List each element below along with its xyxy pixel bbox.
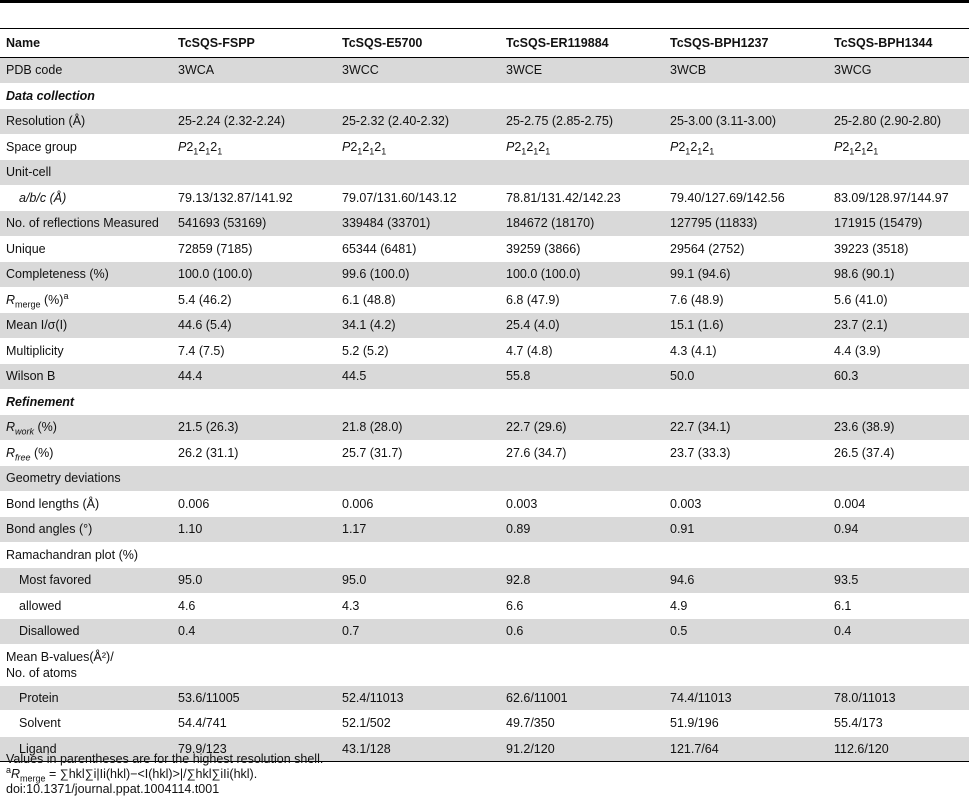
cell: 50.0 — [664, 364, 828, 390]
row-label: Wilson B — [0, 364, 172, 390]
cell: 7.6 (48.9) — [664, 287, 828, 313]
table-row — [0, 134, 969, 160]
cell: 91.2/120 — [500, 736, 664, 762]
table-row — [0, 517, 969, 543]
cell: 78.0/11013 — [828, 685, 969, 711]
row-label: Unique — [0, 236, 172, 262]
cell: 83.09/128.97/144.97 — [828, 185, 969, 211]
section-row — [0, 466, 969, 492]
subsection-heading: Mean B-values(Å²)/ No. of atoms — [0, 644, 969, 685]
cell: 5.2 (5.2) — [336, 338, 500, 364]
cell: 79.9/123 — [172, 736, 336, 762]
cell: 100.0 (100.0) — [172, 262, 336, 288]
row-label: Space group — [0, 134, 172, 160]
subsection-heading: Geometry deviations — [0, 466, 969, 492]
row-label: Multiplicity — [0, 338, 172, 364]
cell: 0.5 — [664, 619, 828, 645]
cell: 3WCC — [336, 58, 500, 84]
table-row — [0, 619, 969, 645]
cell: 25-3.00 (3.11-3.00) — [664, 109, 828, 135]
subsection-heading: Ramachandran plot (%) — [0, 542, 969, 568]
row-label: Most favored — [0, 568, 172, 594]
cell: 21.5 (26.3) — [172, 415, 336, 441]
cell: 6.6 — [500, 593, 664, 619]
cell: 0.003 — [500, 491, 664, 517]
cell: 25-2.75 (2.85-2.75) — [500, 109, 664, 135]
row-label: No. of reflections Measured — [0, 211, 172, 237]
cell: 78.81/131.42/142.23 — [500, 185, 664, 211]
cell: 541693 (53169) — [172, 211, 336, 237]
cell: 112.6/120 — [828, 736, 969, 762]
table-row — [0, 440, 969, 466]
row-label: $R_{merge}$ (%)$^a$ — [0, 287, 172, 313]
row-label: allowed — [0, 593, 172, 619]
row-label: Solvent — [0, 711, 172, 737]
cell: 6.1 (48.8) — [336, 287, 500, 313]
row-label: Mean I/σ(I) — [0, 313, 172, 339]
row-label: Bond angles (°) — [0, 517, 172, 543]
cell: 100.0 (100.0) — [500, 262, 664, 288]
cell: 26.5 (37.4) — [828, 440, 969, 466]
header-row — [0, 29, 969, 58]
cell: 29564 (2752) — [664, 236, 828, 262]
table-row — [0, 685, 969, 711]
cell: 0.004 — [828, 491, 969, 517]
section-row — [0, 160, 969, 186]
space-group-cell: $P2_12_12_1$ — [172, 134, 336, 160]
section-row — [0, 542, 969, 568]
cell: 27.6 (34.7) — [500, 440, 664, 466]
cell: 55.4/173 — [828, 711, 969, 737]
cell: 4.9 — [664, 593, 828, 619]
header-cell: TcSQS-E5700 — [336, 29, 500, 58]
cell: 43.1/128 — [336, 736, 500, 762]
cell: 171915 (15479) — [828, 211, 969, 237]
subsection-heading: Unit-cell — [0, 160, 969, 186]
space-group-cell: $P2_12_12_1$ — [500, 134, 664, 160]
cell: 0.94 — [828, 517, 969, 543]
cell: 74.4/11013 — [664, 685, 828, 711]
cell: 44.4 — [172, 364, 336, 390]
row-label: Protein — [0, 685, 172, 711]
table-row — [0, 568, 969, 594]
table-row — [0, 236, 969, 262]
cell: 0.4 — [828, 619, 969, 645]
cell: 3WCB — [664, 58, 828, 84]
cell: 79.07/131.60/143.12 — [336, 185, 500, 211]
cell: 1.17 — [336, 517, 500, 543]
row-label: Bond lengths (Å) — [0, 491, 172, 517]
header-cell: TcSQS-BPH1237 — [664, 29, 828, 58]
cell: 25-2.80 (2.90-2.80) — [828, 109, 969, 135]
section-heading: Refinement — [0, 389, 969, 415]
section-row — [0, 644, 969, 685]
row-label: a/b/c (Å) — [0, 185, 172, 211]
cell: 3WCG — [828, 58, 969, 84]
cell: 62.6/11001 — [500, 685, 664, 711]
doi-link[interactable]: doi:10.1371/journal.ppat.1004114.t001 — [6, 782, 220, 796]
cell: 25-2.24 (2.32-2.24) — [172, 109, 336, 135]
cell: 25-2.32 (2.40-2.32) — [336, 109, 500, 135]
cell: 7.4 (7.5) — [172, 338, 336, 364]
cell: 5.6 (41.0) — [828, 287, 969, 313]
cell: 94.6 — [664, 568, 828, 594]
cell: 6.1 — [828, 593, 969, 619]
cell: 0.89 — [500, 517, 664, 543]
cell: 339484 (33701) — [336, 211, 500, 237]
top-rule — [0, 0, 969, 3]
section-row — [0, 83, 969, 109]
row-label: $R_{work}$ (%) — [0, 415, 172, 441]
space-group-cell: $P2_12_12_1$ — [828, 134, 969, 160]
row-label: PDB code — [0, 58, 172, 84]
cell: 98.6 (90.1) — [828, 262, 969, 288]
table-row — [0, 593, 969, 619]
section-row — [0, 389, 969, 415]
space-group-cell: $P2_12_12_1$ — [336, 134, 500, 160]
row-label: Disallowed — [0, 619, 172, 645]
cell: 4.4 (3.9) — [828, 338, 969, 364]
cell: 51.9/196 — [664, 711, 828, 737]
row-label: Ligand — [0, 736, 172, 762]
cell: 39223 (3518) — [828, 236, 969, 262]
table-row — [0, 211, 969, 237]
space-group-cell: $P2_12_12_1$ — [664, 134, 828, 160]
crystallography-table — [0, 28, 969, 762]
cell: 4.3 — [336, 593, 500, 619]
header-cell: TcSQS-BPH1344 — [828, 29, 969, 58]
cell: 1.10 — [172, 517, 336, 543]
cell: 0.003 — [664, 491, 828, 517]
cell: 99.1 (94.6) — [664, 262, 828, 288]
cell: 44.6 (5.4) — [172, 313, 336, 339]
cell: 3WCA — [172, 58, 336, 84]
cell: 0.7 — [336, 619, 500, 645]
cell: 22.7 (34.1) — [664, 415, 828, 441]
cell: 23.7 (33.3) — [664, 440, 828, 466]
header-cell: TcSQS-ER119884 — [500, 29, 664, 58]
header-cell: TcSQS-FSPP — [172, 29, 336, 58]
row-label: $R_{free}$ (%) — [0, 440, 172, 466]
cell: 25.4 (4.0) — [500, 313, 664, 339]
cell: 99.6 (100.0) — [336, 262, 500, 288]
cell: 65344 (6481) — [336, 236, 500, 262]
cell: 55.8 — [500, 364, 664, 390]
cell: 95.0 — [336, 568, 500, 594]
table-row — [0, 364, 969, 390]
cell: 54.4/741 — [172, 711, 336, 737]
footnote-shell: Values in parentheses are for the highest resolution shell. — [6, 752, 324, 766]
table-row — [0, 491, 969, 517]
cell: 5.4 (46.2) — [172, 287, 336, 313]
cell: 92.8 — [500, 568, 664, 594]
cell: 49.7/350 — [500, 711, 664, 737]
cell: 4.7 (4.8) — [500, 338, 664, 364]
cell: 121.7/64 — [664, 736, 828, 762]
cell: 79.40/127.69/142.56 — [664, 185, 828, 211]
cell: 23.7 (2.1) — [828, 313, 969, 339]
cell: 184672 (18170) — [500, 211, 664, 237]
cell: 25.7 (31.7) — [336, 440, 500, 466]
cell: 34.1 (4.2) — [336, 313, 500, 339]
table-row — [0, 415, 969, 441]
table-footnotes — [6, 752, 961, 797]
cell: 23.6 (38.9) — [828, 415, 969, 441]
cell: 44.5 — [336, 364, 500, 390]
cell: 52.4/11013 — [336, 685, 500, 711]
cell: 4.6 — [172, 593, 336, 619]
cell: 127795 (11833) — [664, 211, 828, 237]
section-heading: Data collection — [0, 83, 969, 109]
cell: 0.006 — [172, 491, 336, 517]
footnote-rmerge: $^aR_{merge} = \sum hkl\sum i|Ii(hkl)-<I(hkl)>|/\sum hkl\sum iIi(hkl)$. — [6, 764, 258, 784]
table-row — [0, 338, 969, 364]
cell: 79.13/132.87/141.92 — [172, 185, 336, 211]
cell: 95.0 — [172, 568, 336, 594]
cell: 72859 (7185) — [172, 236, 336, 262]
cell: 15.1 (1.6) — [664, 313, 828, 339]
cell: 0.006 — [336, 491, 500, 517]
header-cell: Name — [0, 29, 172, 58]
cell: 21.8 (28.0) — [336, 415, 500, 441]
cell: 6.8 (47.9) — [500, 287, 664, 313]
cell: 22.7 (29.6) — [500, 415, 664, 441]
table-row — [0, 185, 969, 211]
cell: 26.2 (31.1) — [172, 440, 336, 466]
cell: 60.3 — [828, 364, 969, 390]
table-row — [0, 287, 969, 313]
table-row — [0, 313, 969, 339]
table-row — [0, 109, 969, 135]
cell: 3WCE — [500, 58, 664, 84]
cell: 0.6 — [500, 619, 664, 645]
cell: 53.6/11005 — [172, 685, 336, 711]
cell: 93.5 — [828, 568, 969, 594]
cell: 4.3 (4.1) — [664, 338, 828, 364]
cell: 0.4 — [172, 619, 336, 645]
table-row — [0, 262, 969, 288]
row-label: Completeness (%) — [0, 262, 172, 288]
cell: 0.91 — [664, 517, 828, 543]
table-row — [0, 58, 969, 84]
table-row — [0, 711, 969, 737]
cell: 52.1/502 — [336, 711, 500, 737]
row-label: Resolution (Å) — [0, 109, 172, 135]
cell: 39259 (3866) — [500, 236, 664, 262]
